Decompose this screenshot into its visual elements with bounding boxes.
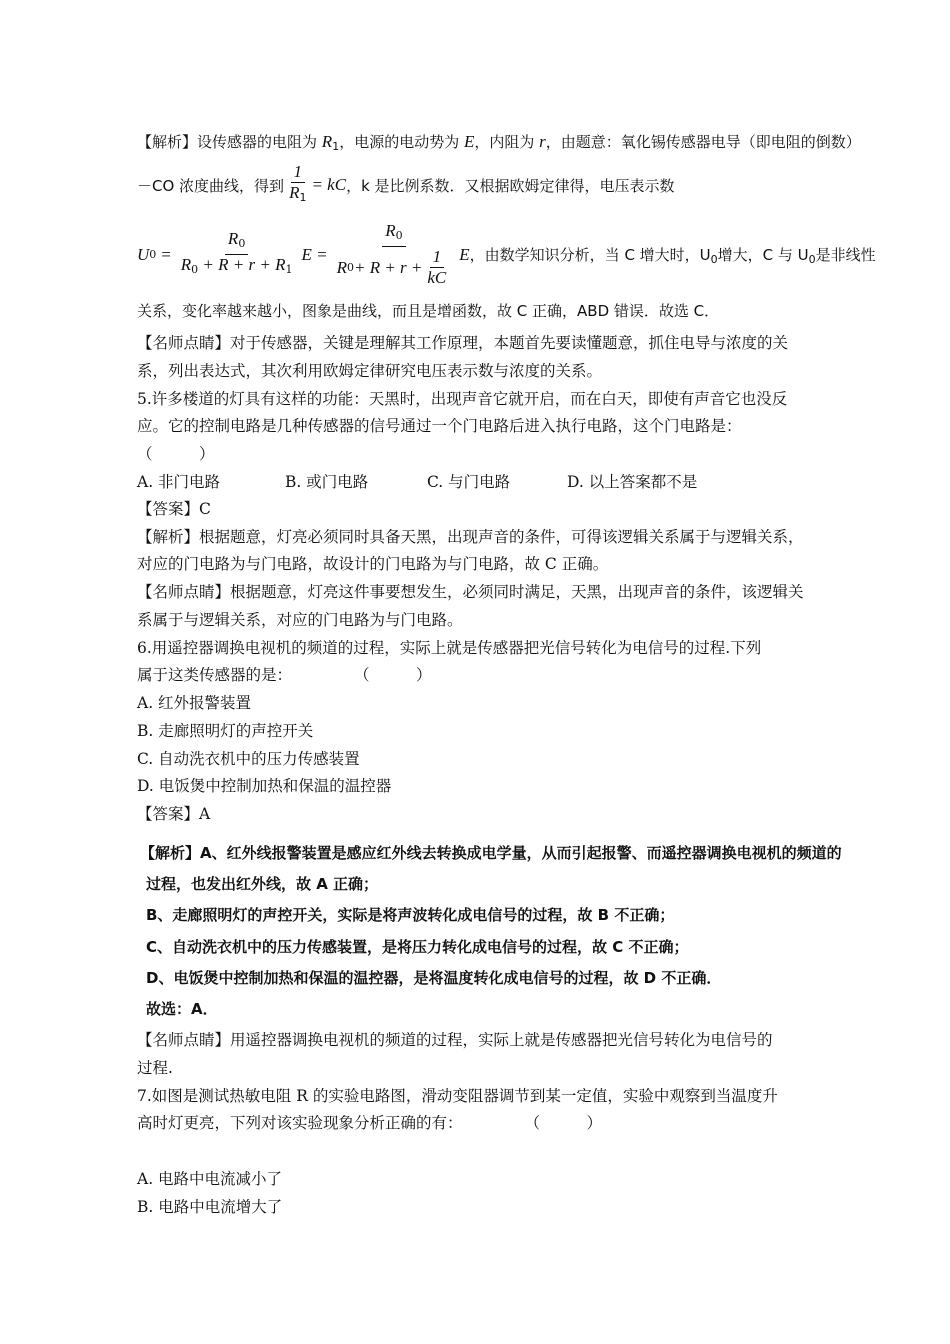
fraction-1-over-r1: $\frac{1}{R_1}$ xyxy=(289,162,307,204)
analysis-line-2: －CO 浓度曲线，得到 $\frac{1}{R_1}$ = kC ，k 是比例系数．又根据欧姆定律得，电压表示数 xyxy=(137,163,675,207)
q7-line-2: 高时灯更亮，下列对该实验现象分析正确的有： （ ） xyxy=(137,1114,603,1132)
q6-analysis-2: 过程，也发出红外线，故 A 正确； xyxy=(146,875,379,893)
q5-analysis-2: 对应的门电路为与门电路，故设计的门电路为与门电路，故 C 正确。 xyxy=(137,555,609,573)
q5-line-2: 应。它的控制电路是几种传感器的信号通过一个门电路后进入执行电路，这个门电路是： xyxy=(137,417,742,435)
analysis-line-4: 关系，变化率越来越小，图象是曲线，而且是增函数，故 C 正确，ABD 错误．故选 C． xyxy=(137,302,720,320)
q6-analysis-5: D、电饭煲中控制加热和保温的温控器，是将温度转化成电信号的过程，故 D 不正确． xyxy=(146,969,722,987)
q5-line-3: （ ） xyxy=(137,445,215,463)
q5-tip-1: 【名师点睛】根据题意，灯亮这件事要想发生，必须同时满足，天黑，出现声音的条件，该逻辑关 xyxy=(137,583,804,601)
q6-option-a: A. 红外报警装置 xyxy=(137,694,252,712)
q6-option-b: B. 走廊照明灯的声控开关 xyxy=(137,722,314,740)
tip4-line-2: 系，列出表达式，其次利用欧姆定律研究电压表示数与浓度的关系。 xyxy=(137,362,603,380)
q5-option-a: A. 非门电路 xyxy=(137,473,221,491)
q6-analysis-3: B、走廊照明灯的声控开关，实际是将声波转化成电信号的过程，故 B 不正确； xyxy=(146,906,675,924)
q5-option-c: C. 与门电路 xyxy=(427,473,511,491)
q5-option-d: D. 以上答案都不是 xyxy=(567,473,698,491)
q6-tip-2: 过程. xyxy=(137,1059,173,1077)
q6-tip-1: 【名师点睛】用遥控器调换电视机的频道的过程，实际上就是传感器把光信号转化为电信号的 xyxy=(137,1031,773,1049)
q6-option-d: D. 电饭煲中控制加热和保温的温控器 xyxy=(137,777,392,795)
q5-analysis-1: 【解析】根据题意，灯亮必须同时具备天黑，出现声音的条件，可得该逻辑关系属于与逻辑关系， xyxy=(137,528,804,546)
fraction-eq1: $\frac{R_0}{R_0 + R + r + R_1}$ xyxy=(180,229,293,276)
q6-line-1: 6.用遥控器调换电视机的频道的过程，实际上就是传感器把光信号转化为电信号的过程.下列 xyxy=(137,639,762,657)
q6-analysis-1: 【解析】A、红外线报警装置是感应红外线去转换成电学量，从而引起报警、而遥控器调换电视机的频道的 xyxy=(140,844,842,862)
analysis-line-1: 【解析】设传感器的电阻为 $R_1$，电源的电动势为 E，内阻为 r，由题意：氧化锡传感器电导（即电阻的倒数） xyxy=(137,132,861,153)
q7-option-b: B. 电路中电流增大了 xyxy=(137,1198,283,1216)
q5-tip-2: 系属于与逻辑关系，对应的门电路为与门电路。 xyxy=(137,611,463,629)
tip4-line-1: 【名师点睛】对于传感器，关键是理解其工作原理，本题首先要读懂题意，抓住电导与浓度的关 xyxy=(137,334,789,352)
q7-option-a: A. 电路中电流减小了 xyxy=(137,1170,283,1188)
q6-analysis-6: 故选：A． xyxy=(146,1000,218,1018)
q6-line-2: 属于这类传感器的是： （ ） xyxy=(137,666,432,684)
q5-answer: 【答案】C xyxy=(137,500,211,518)
fraction-1-over-kc: $\frac{1}{kC}$ xyxy=(427,247,447,287)
q5-options xyxy=(137,472,697,492)
q6-option-c: C. 自动洗衣机中的压力传感装置 xyxy=(137,750,360,768)
q5-line-1: 5.许多楼道的灯具有这样的功能：天黑时，出现声音它就开启，而在白天，即使有声音它也没反 xyxy=(137,390,788,408)
q7-line-1: 7.如图是测试热敏电阻 R 的实验电路图，滑动变阻器调节到某一定值，实验中观察到当温度升 xyxy=(137,1087,778,1105)
fraction-eq2: $R_0$ R 0 + R + r + $\frac{1}{kC}$ xyxy=(334,222,455,287)
q6-answer: 【答案】A xyxy=(137,805,211,823)
q5-option-b: B. 或门电路 xyxy=(285,473,369,491)
q6-analysis-4: C、自动洗衣机中的压力传感装置，是将压力转化成电信号的过程，故 C 不正确； xyxy=(146,938,689,956)
voltage-equation: U 0 = $\frac{R_0}{R_0 + R + r + R_1}$ E = $R_0$ R 0 + R + r + $\frac{1}{kC}$ E ，由数学知识分析，当 C 增大时，$U_0$增大，C 与 $U_0$是非线性 xyxy=(137,221,876,287)
